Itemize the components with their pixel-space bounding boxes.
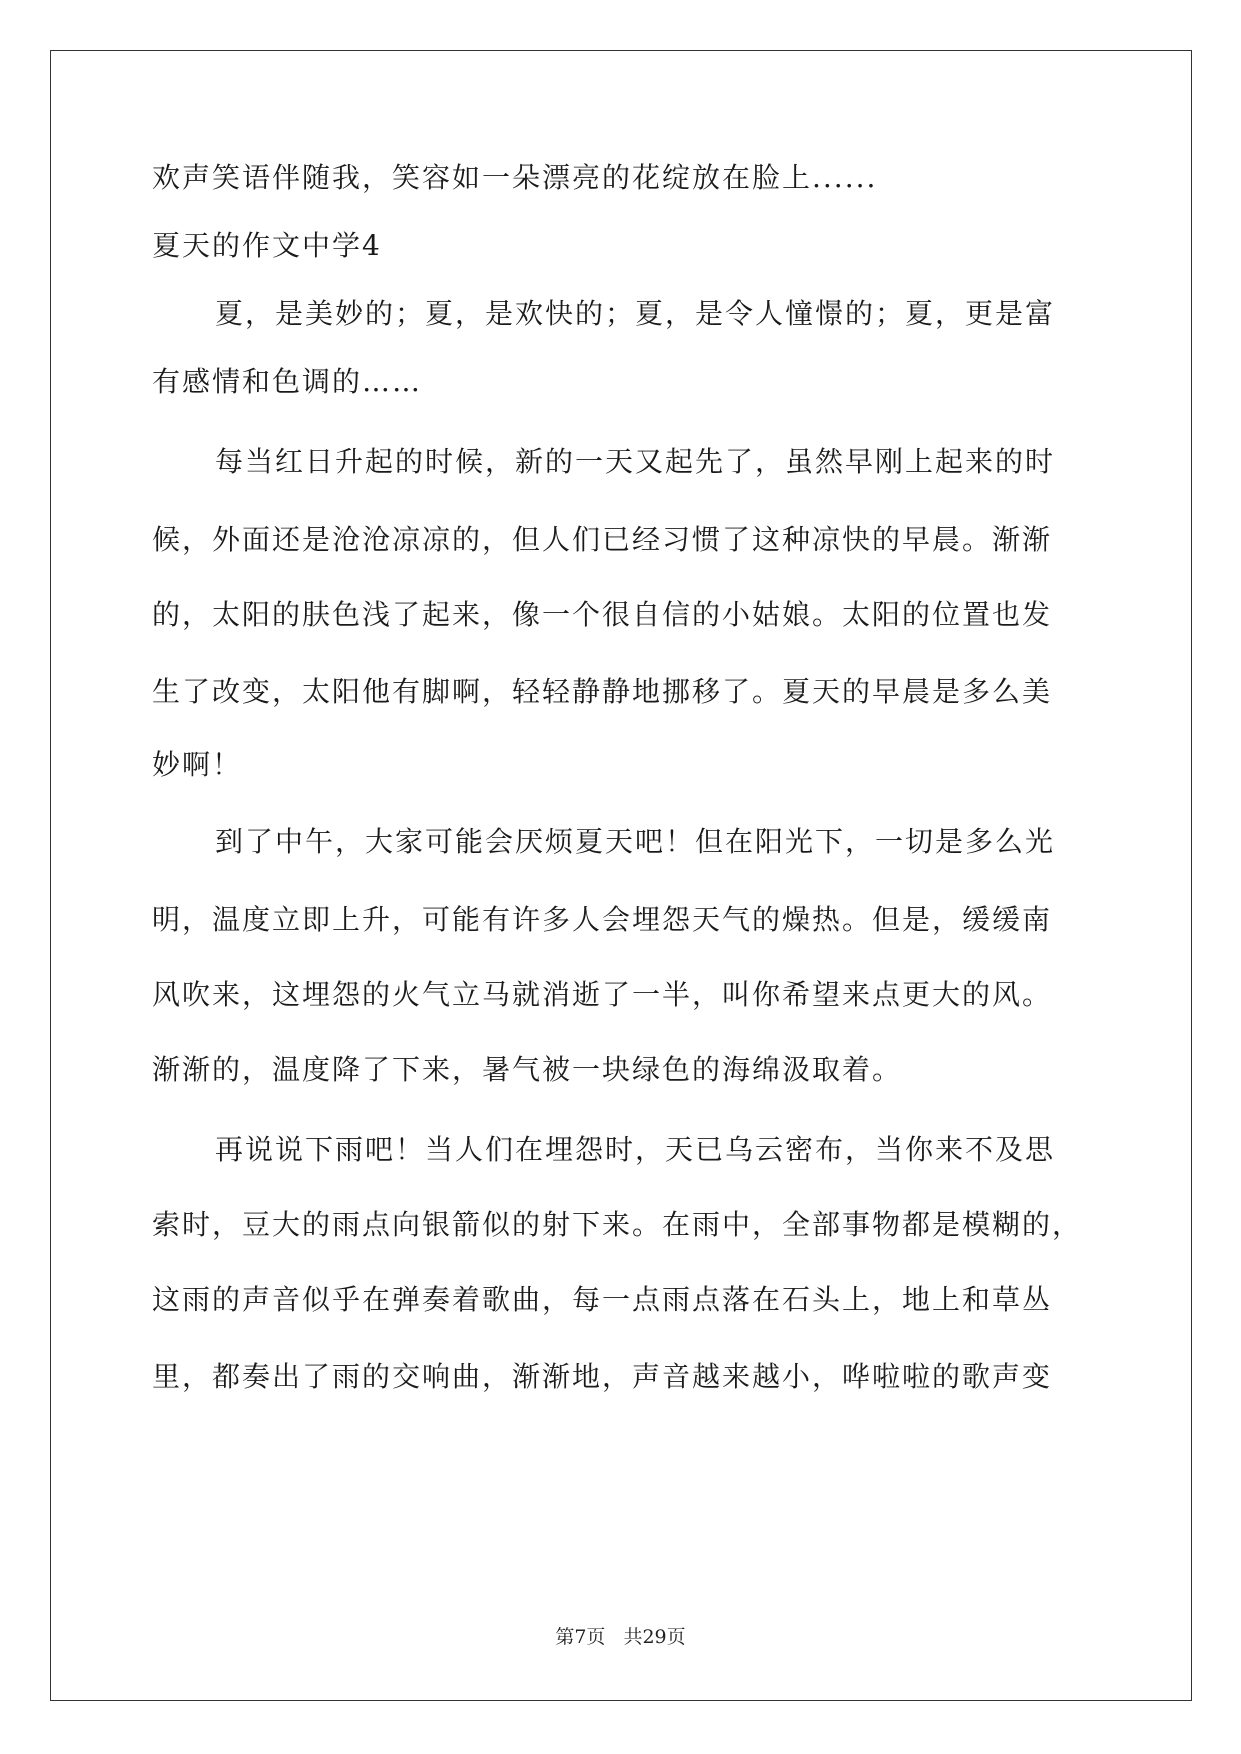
section-heading: 夏天的作文中学4 [152,229,382,262]
text-line: 有感情和色调的…… [152,365,423,398]
text-line: 明，温度立即上升，可能有许多人会埋怨天气的燥热。但是，缓缓南 [152,903,1053,936]
text-line: 到了中午，大家可能会厌烦夏天吧！但在阳光下，一切是多么光 [215,825,1056,858]
text-line: 每当红日升起的时候，新的一天又起先了，虽然早刚上起来的时 [215,445,1056,478]
text-line: 夏，是美妙的；夏，是欢快的；夏，是令人憧憬的；夏，更是富 [215,297,1056,330]
page-total: 共29页 [623,1626,686,1648]
text-line: 欢声笑语伴随我，笑容如一朵漂亮的花绽放在脸上...... [152,161,878,194]
text-line: 再说说下雨吧！当人们在埋怨时，天已乌云密布，当你来不及思 [215,1133,1056,1166]
text-line: 候，外面还是沧沧凉凉的，但人们已经习惯了这种凉快的早晨。渐渐 [152,523,1053,556]
text-line: 风吹来，这埋怨的火气立马就消逝了一半，叫你希望来点更大的风。 [152,978,1053,1011]
text-line: 渐渐的，温度降了下来，暑气被一块绿色的海绵汲取着。 [152,1053,903,1086]
text-line: 索时，豆大的雨点向银箭似的射下来。在雨中，全部事物都是模糊的， [152,1208,1083,1241]
text-line: 的，太阳的肤色浅了起来，像一个很自信的小姑娘。太阳的位置也发 [152,598,1053,631]
text-line: 这雨的声音似乎在弹奏着歌曲，每一点雨点落在石头上，地上和草丛 [152,1283,1053,1316]
text-line: 里，都奏出了雨的交响曲，渐渐地，声音越来越小，哗啦啦的歌声变 [152,1360,1053,1393]
page-number: 第7页 [555,1626,606,1648]
text-line: 生了改变，太阳他有脚啊，轻轻静静地挪移了。夏天的早晨是多么美 [152,675,1053,708]
page-footer [0,1622,1241,1649]
text-line: 妙啊！ [152,748,243,781]
